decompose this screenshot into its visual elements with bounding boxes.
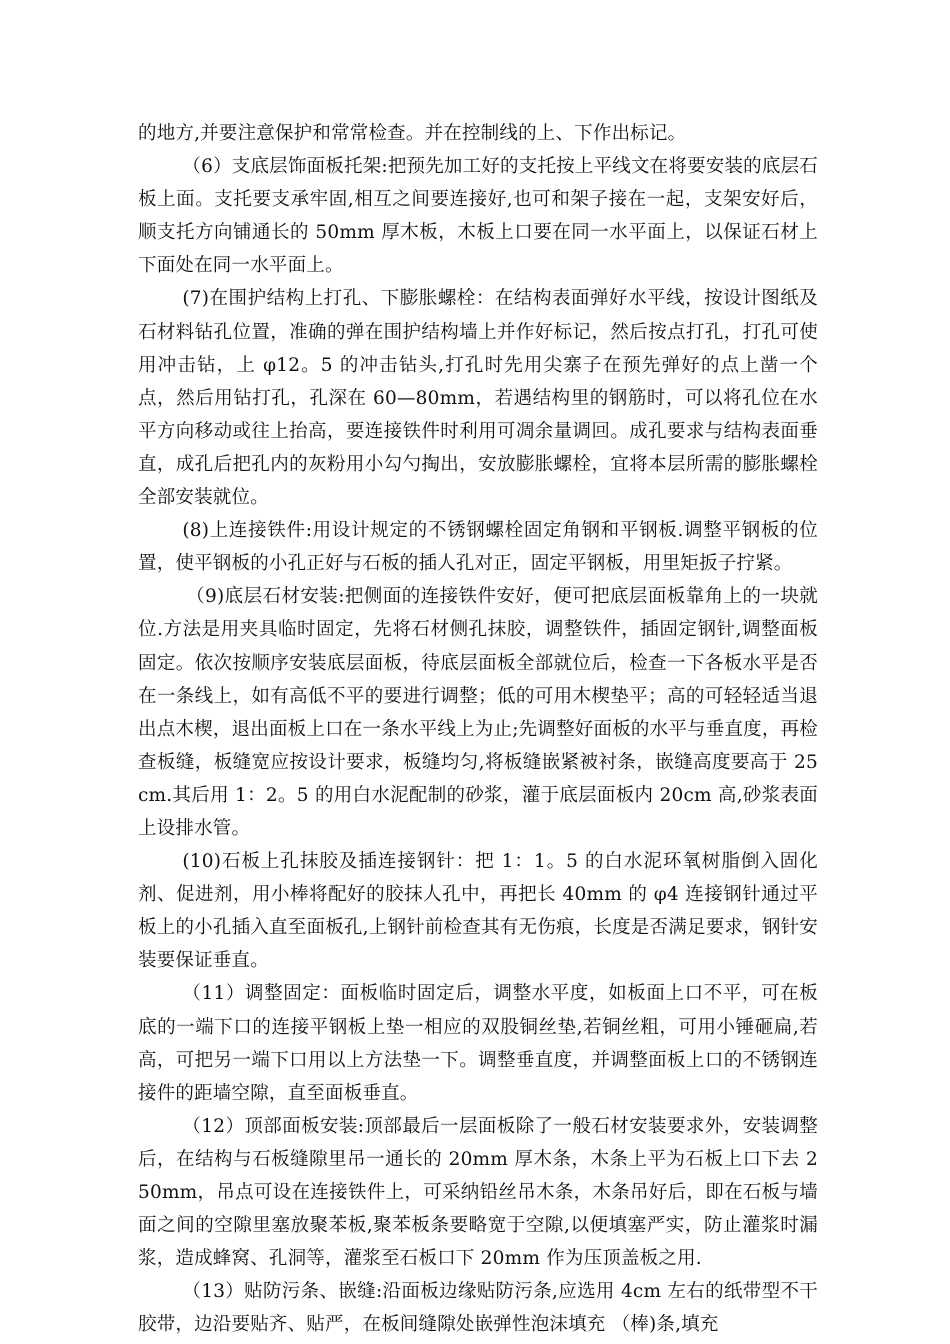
- paragraph-step-8: (8)上连接铁件:用设计规定的不锈钢螺栓固定角钢和平钢板.调整平钢板的位置，使平钢板的小孔正好与石板的插人孔对正，固定平钢板，用里矩扳子拧紧。: [138, 520, 818, 575]
- paragraph-step-10: (10)石板上孔抹胶及插连接钢针：把 1：1。5 的白水泥环氧树脂倒入固化剂、促进剂，用小棒将配好的胶抹人孔中，再把长 40mm 的 φ4 连接钢针通过平板上的小孔插入直至面板孔,上钢针前检查其有无伤痕，长度是否满足要求，钢针安装要保证垂直。: [138, 851, 818, 972]
- paragraph-step-13: （13）贴防污条、嵌缝:沿面板边缘贴防污条,应选用 4cm 左右的纸带型不干胶带，边沿要贴齐、贴严，在板间缝隙处嵌弹性泡沫填充 （棒)条,填充: [138, 1281, 818, 1336]
- paragraph-step-7: (7)在围护结构上打孔、下膨胀螺栓：在结构表面弹好水平线，按设计图纸及石材料钻孔位置，准确的弹在围护结构墙上并作好标记，然后按点打孔，打孔可使用冲击钻，上 φ12。5 的冲击钻头,打孔时先用尖寨子在预先弹好的点上凿一个点，然后用钻打孔，孔深在 60—80mm，若遇结构里的钢筋时，可以将孔位在水平方向移动或往上抬高，要连接铁件时利用可凋余量调回。成孔要求与结构表面垂直，成孔后把孔内的灰粉用小勾勺掏出，安放膨胀螺栓，宜将本层所需的膨胀螺栓全部安装就位。: [138, 288, 818, 509]
- paragraph-step-9: （9)底层石材安装:把侧面的连接铁件安好，便可把底层面板靠角上的一块就位.方法是用夹具临时固定，先将石材侧孔抹胶，调整铁件，插固定钢针,调整面板固定。依次按顺序安装底层面板，待底层面板全部就位后，检查一下各板水平是否在一条线上，如有高低不平的要进行调整；低的可用木楔垫平；高的可轻轻适当退出点木楔，退出面板上口在一条水平线上为止;先调整好面板的水平与垂直度，再检查板缝，板缝宽应按设计要求，板缝均匀,将板缝嵌紧被衬条，嵌缝高度要高于 25cm.其后用 1：2。5 的用白水泥配制的砂浆，灌于底层面板内 20cm 高,砂浆表面上设排水管。: [138, 586, 818, 839]
- paragraph-step-11: （11）调整固定：面板临时固定后，调整水平度，如板面上口不平，可在板底的一端下口的连接平钢板上垫一相应的双股铜丝垫,若铜丝粗，可用小锤砸扁,若高，可把另一端下口用以上方法垫一下。调整垂直度，并调整面板上口的不锈钢连接件的距墙空隙，直至面板垂直。: [138, 983, 818, 1104]
- paragraph-step-6: （6）支底层饰面板托架:把预先加工好的支托按上平线文在将要安装的底层石板上面。支托要支承牢固,相互之间要连接好,也可和架子接在一起，支架安好后，顺支托方向铺通长的 50mm 厚木板，木板上口要在同一水平面上，以保证石材上下面处在同一水平面上。: [138, 156, 818, 277]
- paragraph-continuation: 的地方,并要注意保护和常常检查。并在控制线的上、下作出标记。: [138, 123, 687, 144]
- body-text: [138, 117, 818, 1341]
- paragraph-step-12: （12）顶部面板安装:顶部最后一层面板除了一般石材安装要求外，安装调整后，在结构与石板缝隙里吊一通长的 20mm 厚木条，木条上平为石板上口下去 250mm，吊点可设在连接铁件上，可采纳铅丝吊木条，木条吊好后，即在石板与墙面之间的空隙里塞放聚苯板,聚苯板条要略宽于空隙,以便填塞严实，防止灌浆时漏浆，造成蜂窝、孔洞等，灌浆至石板口下 20mm 作为压顶盖板之用.: [138, 1115, 818, 1270]
